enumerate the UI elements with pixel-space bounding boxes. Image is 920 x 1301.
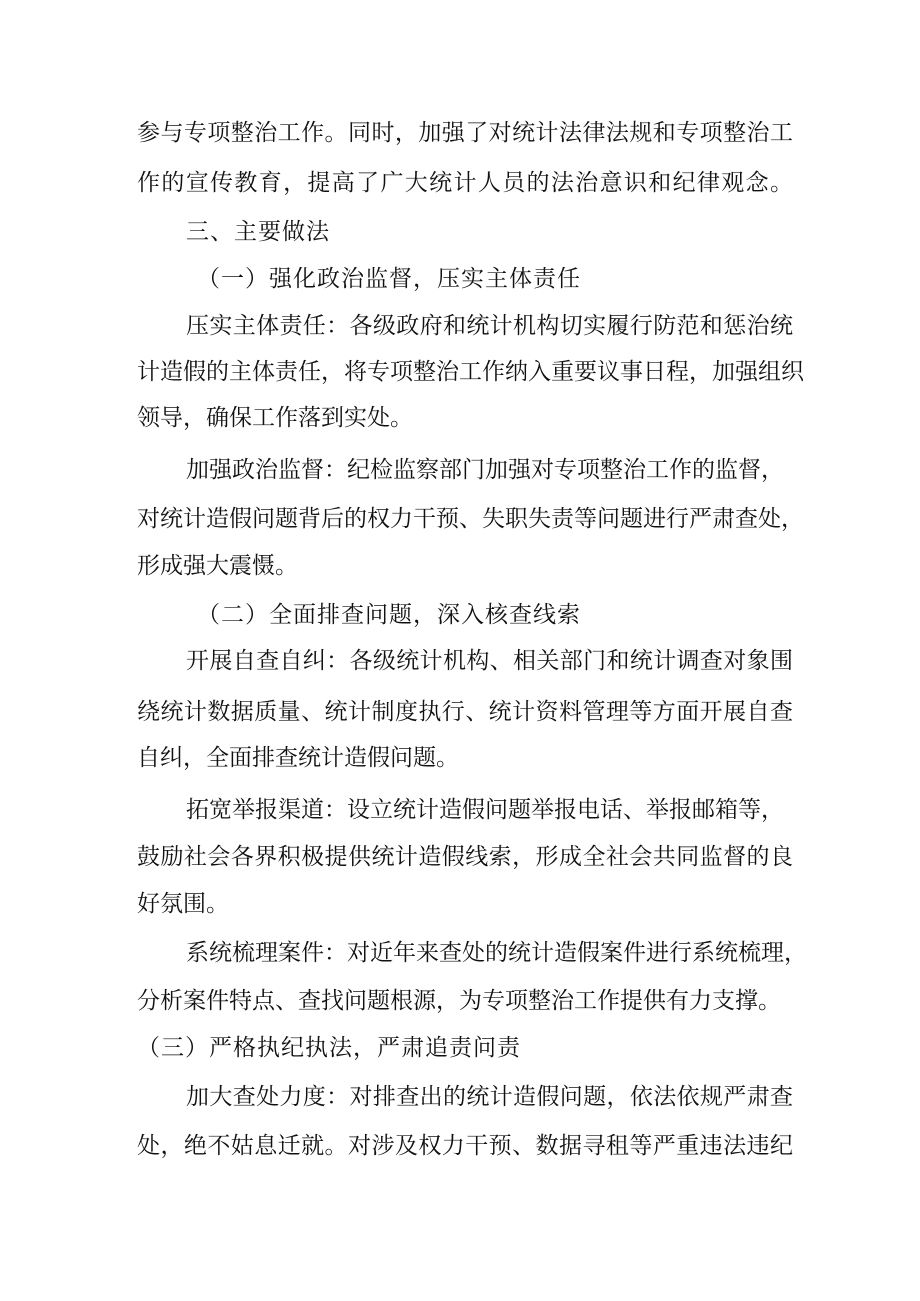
paragraph-line: 计造假的主体责任，将专项整治工作纳入重要议事日程，加强组织	[137, 359, 804, 385]
paragraph-line: 分析案件特点、查找问题根源，为专项整治工作提供有力支撑。	[137, 988, 781, 1014]
paragraph-line: 对统计造假问题背后的权力干预、失职失责等问题进行严肃查处，	[137, 506, 804, 532]
paragraph-line: 作的宣传教育，提高了广大统计人员的法治意识和纪律观念。	[137, 170, 793, 196]
paragraph-line: 加强政治监督：纪检监察部门加强对专项整治工作的监督，	[186, 457, 784, 483]
subsection-heading: （一）强化政治监督，压实主体责任	[197, 266, 581, 292]
subsection-heading: （二）全面排查问题，深入核查线索	[197, 602, 581, 628]
paragraph-line: 参与专项整治工作。同时，加强了对统计法律法规和专项整治工	[137, 120, 793, 146]
paragraph-line: 加大查处力度：对排查出的统计造假问题，依法依规严肃查	[186, 1084, 793, 1110]
paragraph-line: 开展自查自纠：各级统计机构、相关部门和统计调查对象围	[186, 648, 793, 674]
paragraph-line: 领导，确保工作落到实处。	[137, 405, 413, 431]
paragraph-line: 系统梳理案件：对近年来查处的统计造假案件进行系统梳理，	[186, 940, 807, 966]
paragraph-line: 形成强大震慑。	[137, 553, 298, 579]
paragraph-line: 自纠，全面排查统计造假问题。	[137, 745, 459, 771]
paragraph-line: 绕统计数据质量、统计制度执行、统计资料管理等方面开展自查	[137, 699, 793, 725]
paragraph-line: 鼓励社会各界积极提供统计造假线索，形成全社会共同监督的良	[137, 844, 793, 870]
section-heading: 三、主要做法	[186, 219, 330, 245]
paragraph-line: 拓宽举报渠道：设立统计造假问题举报电话、举报邮箱等，	[186, 797, 784, 823]
paragraph-line: 处，绝不姑息迁就。对涉及权力干预、数据寻租等严重违法违纪	[137, 1133, 793, 1159]
paragraph-line: 压实主体责任：各级政府和统计机构切实履行防范和惩治统	[186, 313, 793, 339]
paragraph-line: 好氛围。	[137, 891, 229, 917]
subsection-heading: （三）严格执纪执法，严肃追责问责	[137, 1035, 521, 1061]
